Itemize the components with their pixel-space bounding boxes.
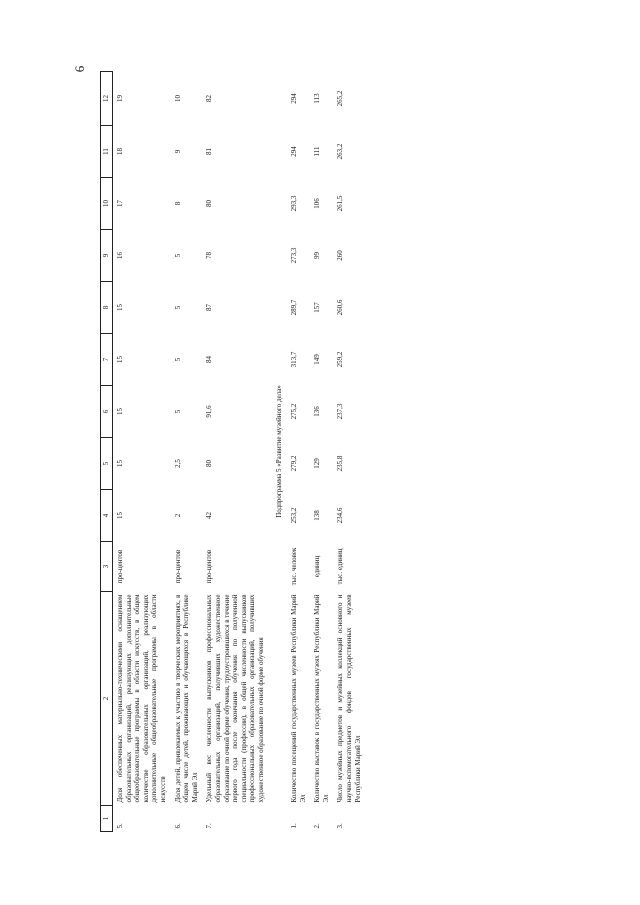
value-cell: 129 bbox=[313, 458, 322, 469]
indicator-text: Количество посещений государственных музеев Республики Марий Эл bbox=[290, 594, 307, 803]
value-cell: 9 bbox=[173, 149, 182, 154]
table-row bbox=[287, 72, 310, 832]
value-cell: 273,3 bbox=[290, 247, 299, 264]
header-cell: 9 bbox=[101, 230, 113, 282]
value-cell: 260 bbox=[336, 250, 345, 261]
row-number: 6. bbox=[173, 823, 182, 829]
section-title: Подпрограмма 5 «Развитие музейного дела» bbox=[274, 385, 283, 518]
header-cell: 10 bbox=[101, 178, 113, 230]
row-number: 2. bbox=[313, 823, 322, 829]
table-row bbox=[333, 72, 365, 832]
value-cell: 8 bbox=[173, 201, 182, 206]
table-row bbox=[113, 72, 171, 832]
value-cell: 15 bbox=[116, 356, 124, 363]
value-cell: 106 bbox=[313, 198, 322, 209]
value-cell: 157 bbox=[313, 302, 322, 313]
unit-cell: тыс. единиц bbox=[336, 548, 345, 585]
value-cell: 78 bbox=[205, 252, 214, 259]
value-cell: 149 bbox=[313, 354, 322, 365]
indicator-text: Доля обеспеченных материально-техническими оснащением образовательных организаций, реализующих дополнительные общеобразовательные программы в области искусств, в общем количестве образовательных организаций, реализующих дополнительные общеобразовательные программы в области искусств bbox=[116, 594, 167, 803]
value-cell: 263,2 bbox=[336, 143, 345, 160]
indicator-text: Доля детей, привлекаемых к участию в творческих мероприятиях, в общем числе детей, проживающих и обучающихся в Республике Марий Эл bbox=[173, 594, 199, 803]
section-heading-row bbox=[269, 72, 288, 832]
value-cell: 84 bbox=[205, 356, 214, 363]
page-number: 6 bbox=[72, 65, 87, 73]
value-cell: 289,7 bbox=[290, 299, 299, 316]
value-cell: 253,2 bbox=[290, 507, 299, 524]
value-cell: 237,3 bbox=[336, 403, 345, 420]
value-cell: 265,2 bbox=[336, 90, 345, 107]
value-cell: 2 bbox=[173, 513, 182, 518]
value-cell: 259,2 bbox=[336, 351, 345, 368]
indicator-text: Число музейных предметов и музейных коллекций основного и научно-вспомогательного фондов государственных музеев Республики Марий Эл bbox=[336, 594, 362, 803]
indicators-table bbox=[100, 71, 365, 832]
header-cell: 1 bbox=[101, 806, 113, 832]
unit-cell: про-центов bbox=[116, 549, 124, 584]
table-row bbox=[202, 72, 268, 832]
value-cell: 10 bbox=[173, 95, 182, 102]
indicator-text: Удельный вес численности выпускников профессиональных образовательных организаций, получивших художественное образование по очной форме обучения, трудоустроившихся в течение первого года после окончания обучения по полученной специальности (профессии), в общей численности выпускников профессиональных образовательных организаций, получивших художественное образование по очной форме обучения bbox=[205, 594, 265, 803]
value-cell: 5 bbox=[173, 357, 182, 362]
table-row bbox=[171, 72, 203, 832]
value-cell: 80 bbox=[205, 200, 214, 207]
row-number: 7. bbox=[205, 823, 214, 829]
value-cell: 5 bbox=[173, 409, 182, 414]
table-row bbox=[310, 72, 333, 832]
header-cell: 8 bbox=[101, 282, 113, 334]
value-cell: 15 bbox=[116, 408, 124, 415]
row-number: 5. bbox=[116, 823, 124, 829]
value-cell: 235,8 bbox=[336, 455, 345, 472]
value-cell: 80 bbox=[205, 460, 214, 467]
unit-cell: про-центов bbox=[205, 549, 214, 584]
value-cell: 5 bbox=[173, 305, 182, 310]
header-cell: 6 bbox=[101, 386, 113, 438]
value-cell: 19 bbox=[116, 95, 124, 102]
value-cell: 5 bbox=[173, 253, 182, 258]
header-cell: 7 bbox=[101, 334, 113, 386]
value-cell: 136 bbox=[313, 406, 322, 417]
value-cell: 82 bbox=[205, 95, 214, 102]
value-cell: 275,2 bbox=[290, 403, 299, 420]
value-cell: 294 bbox=[290, 146, 299, 157]
value-cell: 87 bbox=[205, 304, 214, 311]
header-cell: 2 bbox=[101, 592, 113, 806]
value-cell: 91,6 bbox=[205, 405, 214, 418]
row-number: 1. bbox=[290, 823, 299, 829]
value-cell: 2,5 bbox=[173, 459, 182, 468]
value-cell: 42 bbox=[205, 512, 214, 519]
value-cell: 138 bbox=[313, 510, 322, 521]
value-cell: 313,7 bbox=[290, 351, 299, 368]
value-cell: 293,3 bbox=[290, 195, 299, 212]
value-cell: 113 bbox=[313, 93, 322, 104]
header-cell: 3 bbox=[101, 542, 113, 592]
value-cell: 16 bbox=[116, 252, 124, 259]
value-cell: 111 bbox=[313, 146, 322, 157]
header-cell: 12 bbox=[101, 72, 113, 126]
value-cell: 261,5 bbox=[336, 195, 345, 212]
indicator-text: Количество выставок в государственных музеях Республики Марий Эл bbox=[313, 594, 330, 803]
value-cell: 99 bbox=[313, 252, 322, 259]
header-cell: 11 bbox=[101, 126, 113, 178]
value-cell: 279,2 bbox=[290, 455, 299, 472]
unit-cell: единиц bbox=[313, 555, 322, 578]
unit-cell: тыс. человек bbox=[290, 547, 299, 586]
value-cell: 294 bbox=[290, 93, 299, 104]
header-row bbox=[101, 72, 113, 832]
header-cell: 4 bbox=[101, 490, 113, 542]
value-cell: 18 bbox=[116, 148, 124, 155]
value-cell: 17 bbox=[116, 200, 124, 207]
row-number: 3. bbox=[336, 823, 345, 829]
value-cell: 15 bbox=[116, 460, 124, 467]
rotated-table-container bbox=[100, 72, 540, 832]
value-cell: 260,6 bbox=[336, 299, 345, 316]
value-cell: 15 bbox=[116, 304, 124, 311]
value-cell: 234,6 bbox=[336, 507, 345, 524]
value-cell: 81 bbox=[205, 148, 214, 155]
header-cell: 5 bbox=[101, 438, 113, 490]
value-cell: 15 bbox=[116, 512, 124, 519]
unit-cell: про-центов bbox=[173, 549, 182, 584]
